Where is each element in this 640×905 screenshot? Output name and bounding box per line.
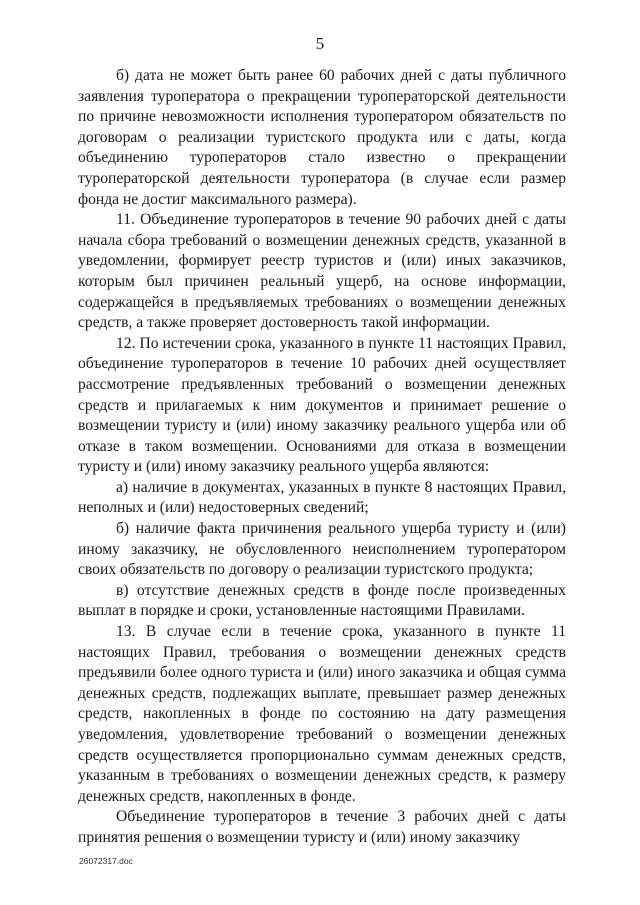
paragraph-12-item-a: а) наличие в документах, указанных в пункте 8 настоящих Правил, неполных и (или) недостоверных сведений; <box>78 478 566 517</box>
paragraph-12-item-c: в) отсутствие денежных средств в фонде после произведенных выплат в порядке и сроки, установленные настоящими Правилами. <box>78 581 566 620</box>
paragraph-13-continuation: Объединение туроператоров в течение 3 рабочих дней с даты принятия решения о возмещении туристу и (или) иному заказчику <box>78 808 566 846</box>
footer-file-code: 26072317.doc <box>79 856 133 866</box>
paragraph-12: 12. По истечении срока, указанного в пункте 11 настоящих Правил, объединение туроператоров в течение 10 рабочих дней осуществляет рассмотрение предъявленных требований о возмещении денежных средств и прилагаемых к ним документов и принимает решение о возмещении туристу и (или) иному заказчику реального ущерба или об отказе в таком возмещении. Основаниями для отказа в возмещении туристу и (или) иному заказчику реального ущерба являются: <box>78 334 566 476</box>
paragraph-11: 11. Объединение туроператоров в течение 90 рабочих дней с даты начала сбора требований о возмещении денежных средств, указанной в уведомлении, формирует реестр туристов и (или) иных заказчиков, которым был причинен реальный ущерб, на основе информации, содержащейся в предъявляемых требованиях о возмещении денежных средств, а также проверяет достоверность такой информации. <box>78 211 566 332</box>
paragraph-13: 13. В случае если в течение срока, указанного в пункте 11 настоящих Правил, требования о возмещении денежных средств предъявили более одного туриста и (или) иного заказчика и общая сумма денежных средств, подлежащих выплате, превышает размер денежных средств, накопленных в фонде по состоянию на дату размещения уведомления, удовлетворение требований о возмещении денежных средств осуществляется пропорционально суммам денежных средств, указанным в требованиях о возмещении денежных средств, к размеру денежных средств, накопленных в фонде. <box>78 623 566 805</box>
paragraph-item-b-date: б) дата не может быть ранее 60 рабочих дней с даты публичного заявления туроператора о прекращении туроператорской деятельности по причине невозможности исполнения туроператором обязательств по договорам о реализации туристского продукта или с даты, когда объединению туроператоров стало известно о прекращении туроператорской деятельности туроператора (в случае если размер фонда не достиг максимального размера). <box>78 67 566 208</box>
page-number: 5 <box>315 34 325 53</box>
paragraph-12-item-b: б) наличие факта причинения реального ущерба туристу и (или) иному заказчику, не обусловленного неисполнением туроператором своих обязательств по договору о реализации туристского продукта; <box>78 520 566 579</box>
document-body <box>78 66 566 849</box>
